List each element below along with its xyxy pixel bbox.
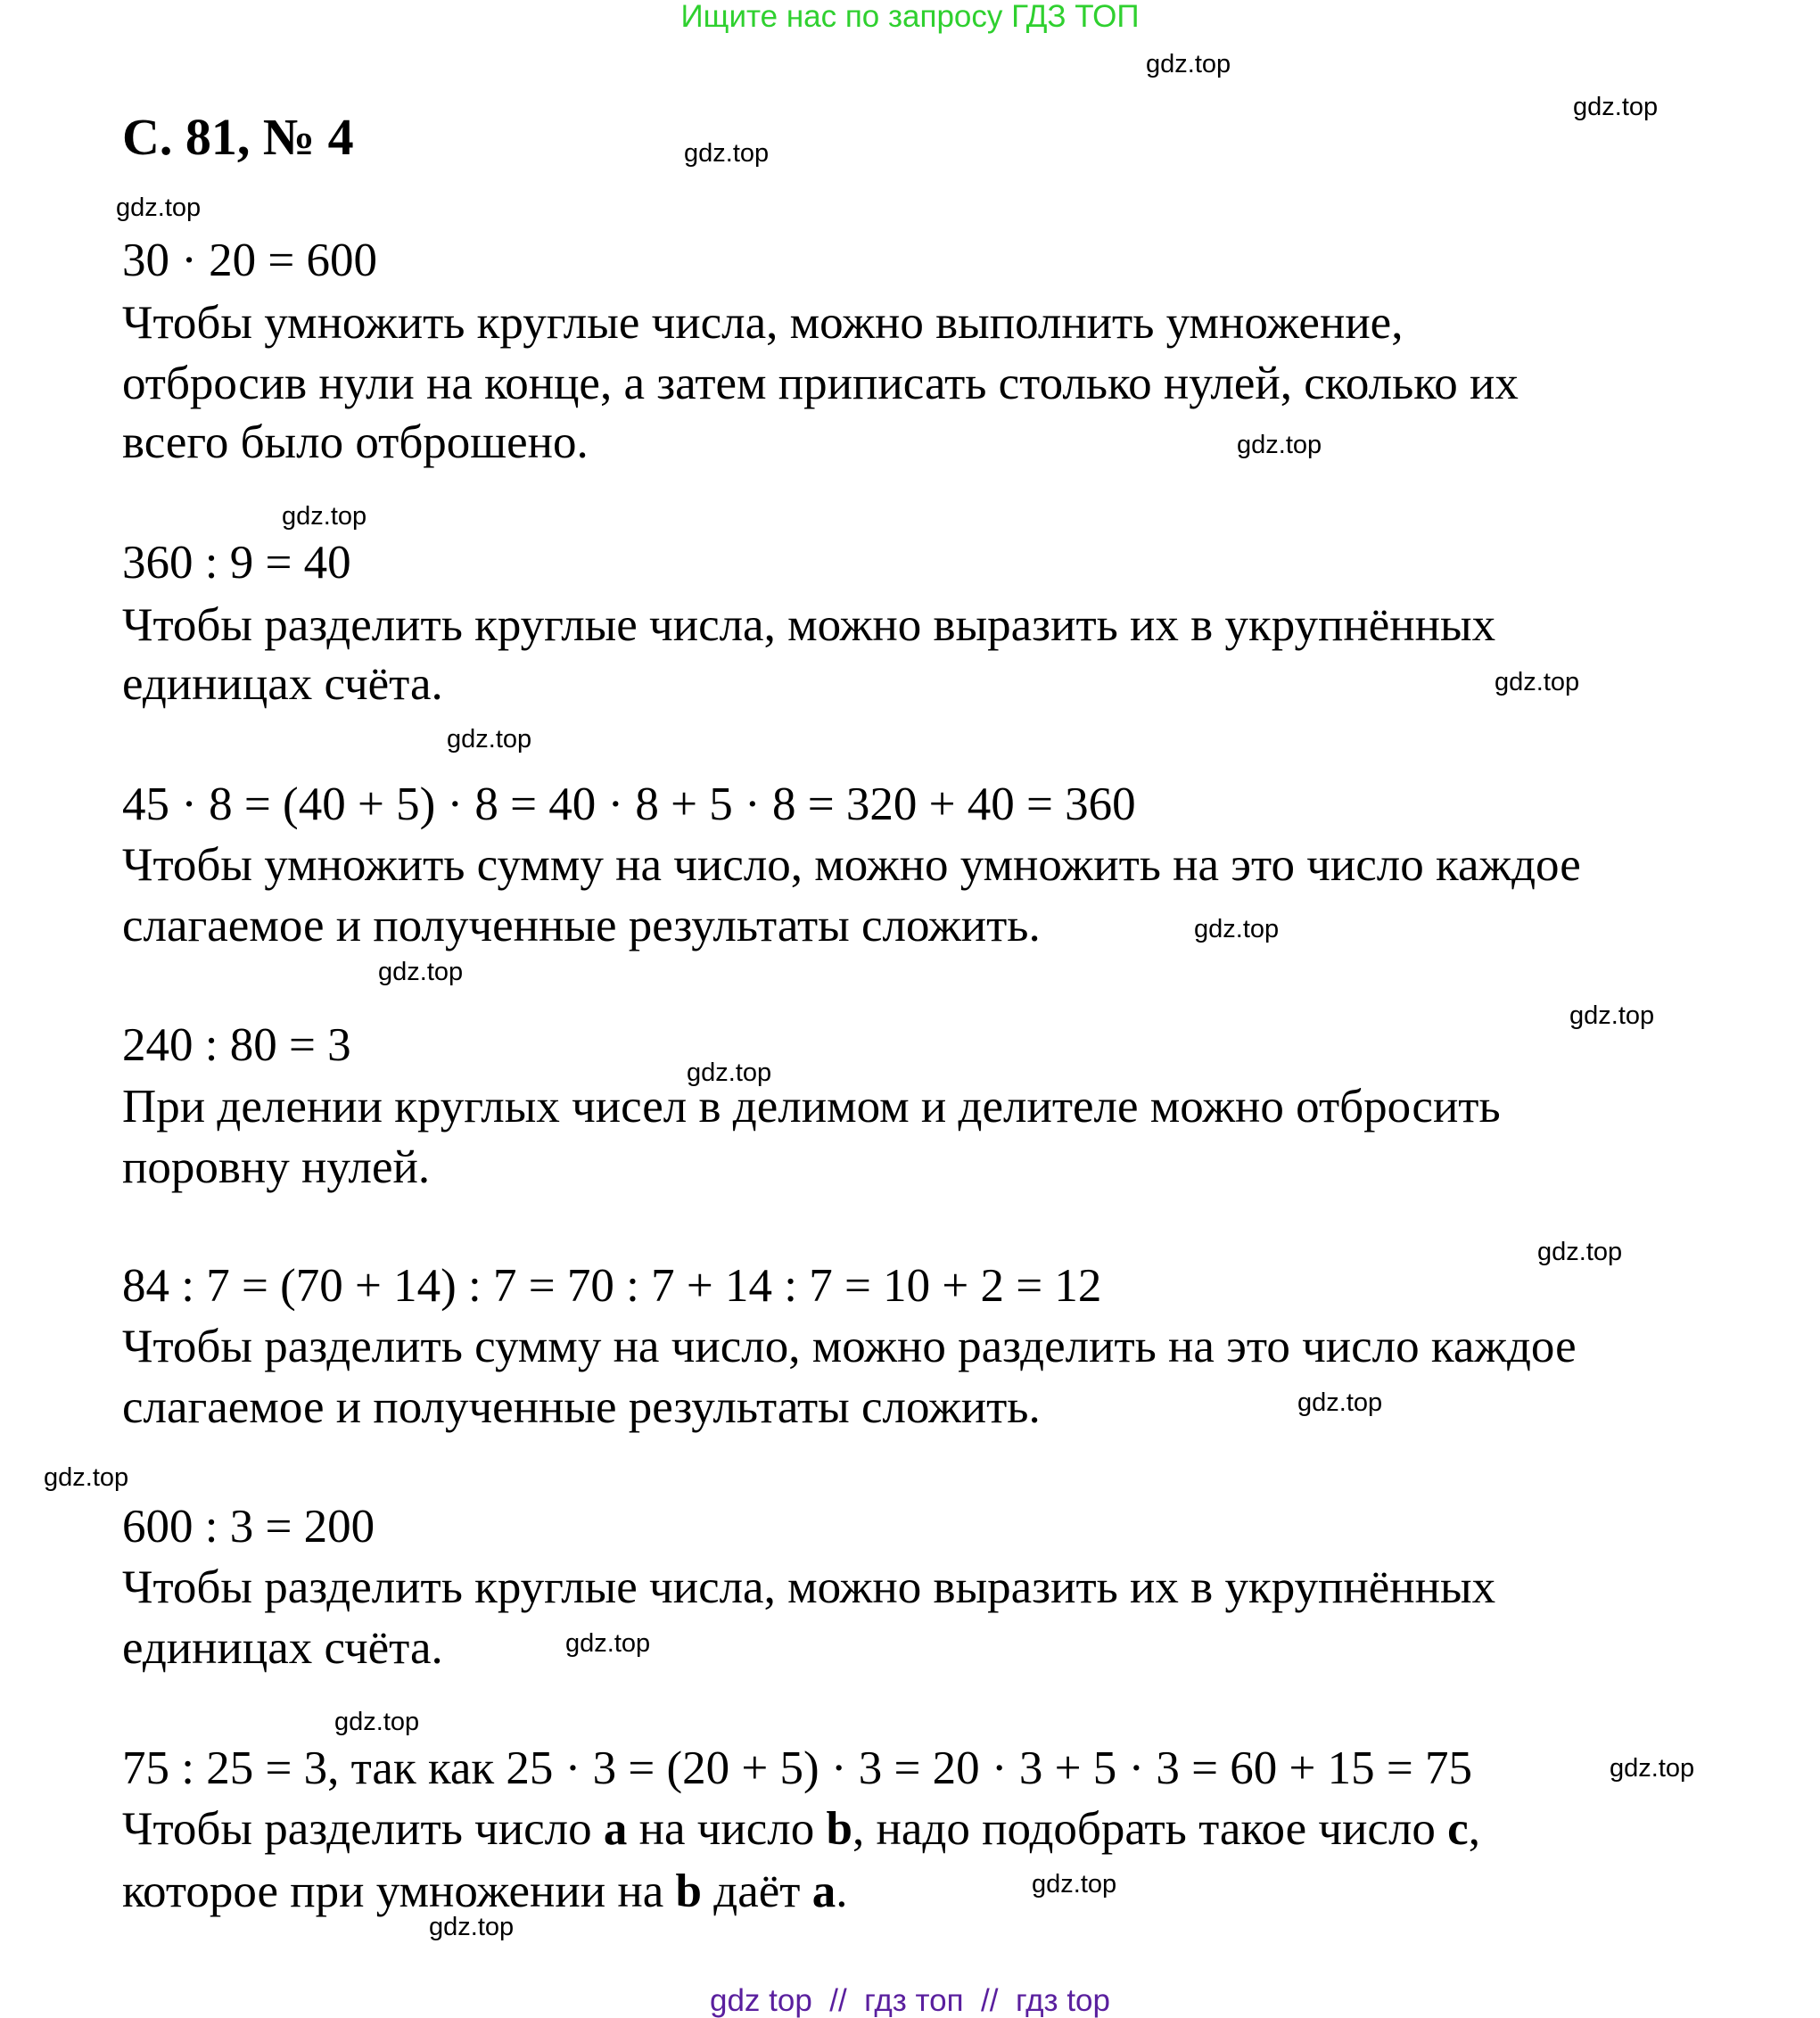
- watermark: gdz.top: [1146, 50, 1231, 78]
- text: ,: [1468, 1803, 1480, 1855]
- equation: 75 : 25 = 3, так как 25 · 3 = (20 + 5) · 3 = 20 · 3 + 5 · 3 = 60 + 15 = 75: [122, 1742, 1473, 1794]
- equation: 240 : 80 = 3: [122, 1019, 351, 1071]
- watermark: gdz.top: [1495, 668, 1580, 696]
- watermark: gdz.top: [44, 1463, 129, 1492]
- rule-text: единицах счёта.: [122, 1622, 443, 1674]
- rule-text: При делении круглых чисел в делимом и делителе можно отбросить: [122, 1081, 1501, 1133]
- footer-watermark: gdz top // гдз топ // гдз top: [710, 1983, 1110, 2018]
- watermark: gdz.top: [1032, 1870, 1117, 1899]
- watermark: gdz.top: [1569, 1001, 1655, 1030]
- var-c: c: [1447, 1803, 1469, 1855]
- rule-text: поровну нулей.: [122, 1141, 431, 1193]
- rule-text: всего было отброшено.: [122, 416, 589, 468]
- watermark: gdz.top: [447, 725, 532, 754]
- var-b: b: [675, 1866, 703, 1917]
- page-title: С. 81, № 4: [122, 108, 354, 166]
- text: Чтобы разделить число: [122, 1803, 604, 1855]
- text: даёт: [702, 1866, 812, 1917]
- watermark: gdz.top: [1573, 93, 1659, 121]
- text: , надо подобрать такое число: [852, 1803, 1448, 1855]
- text: на число: [627, 1803, 827, 1855]
- rule-text: единицах счёта.: [122, 658, 443, 710]
- rule-text: [122, 1865, 847, 1918]
- rule-text: слагаемое и полученные результаты сложить.: [122, 1381, 1041, 1433]
- rule-text: слагаемое и полученные результаты сложить.: [122, 900, 1041, 951]
- var-a: a: [811, 1866, 836, 1917]
- watermark: gdz.top: [1537, 1238, 1623, 1266]
- watermark: gdz.top: [565, 1629, 651, 1658]
- watermark: gdz.top: [378, 958, 464, 986]
- watermark: gdz.top: [1194, 915, 1280, 943]
- watermark: gdz.top: [687, 1058, 772, 1087]
- equation: 360 : 9 = 40: [122, 537, 351, 589]
- search-banner: Ищите нас по запросу ГДЗ ТОП: [680, 0, 1140, 34]
- text: .: [836, 1866, 848, 1917]
- equation: 84 : 7 = (70 + 14) : 7 = 70 : 7 + 14 : 7 = 10 + 2 = 12: [122, 1260, 1102, 1312]
- rule-text: Чтобы разделить круглые числа, можно выразить их в укрупнённых: [122, 1561, 1496, 1613]
- var-a: a: [603, 1803, 628, 1855]
- watermark: gdz.top: [282, 502, 367, 531]
- watermark: gdz.top: [116, 194, 202, 222]
- equation: 30 · 20 = 600: [122, 235, 378, 286]
- rule-text: Чтобы умножить сумму на число, можно умножить на это число каждое: [122, 839, 1581, 891]
- rule-text: Чтобы умножить круглые числа, можно выполнить умножение,: [122, 297, 1404, 349]
- rule-text: Чтобы разделить сумму на число, можно разделить на это число каждое: [122, 1321, 1577, 1372]
- equation: 600 : 3 = 200: [122, 1501, 375, 1553]
- watermark: gdz.top: [1237, 431, 1322, 459]
- var-b: b: [826, 1803, 852, 1855]
- equation: 45 · 8 = (40 + 5) · 8 = 40 · 8 + 5 · 8 = 320 + 40 = 360: [122, 778, 1136, 830]
- rule-text: отбросив нули на конце, а затем приписать столько нулей, сколько их: [122, 358, 1519, 409]
- watermark: gdz.top: [1297, 1388, 1383, 1417]
- watermark: gdz.top: [334, 1708, 420, 1736]
- watermark: gdz.top: [429, 1913, 515, 1941]
- watermark: gdz.top: [684, 139, 770, 168]
- rule-text: Чтобы разделить круглые числа, можно выразить их в укрупнённых: [122, 599, 1496, 651]
- text: которое при умножении на: [122, 1866, 676, 1917]
- rule-text: [122, 1802, 1480, 1856]
- watermark: gdz.top: [1610, 1754, 1695, 1783]
